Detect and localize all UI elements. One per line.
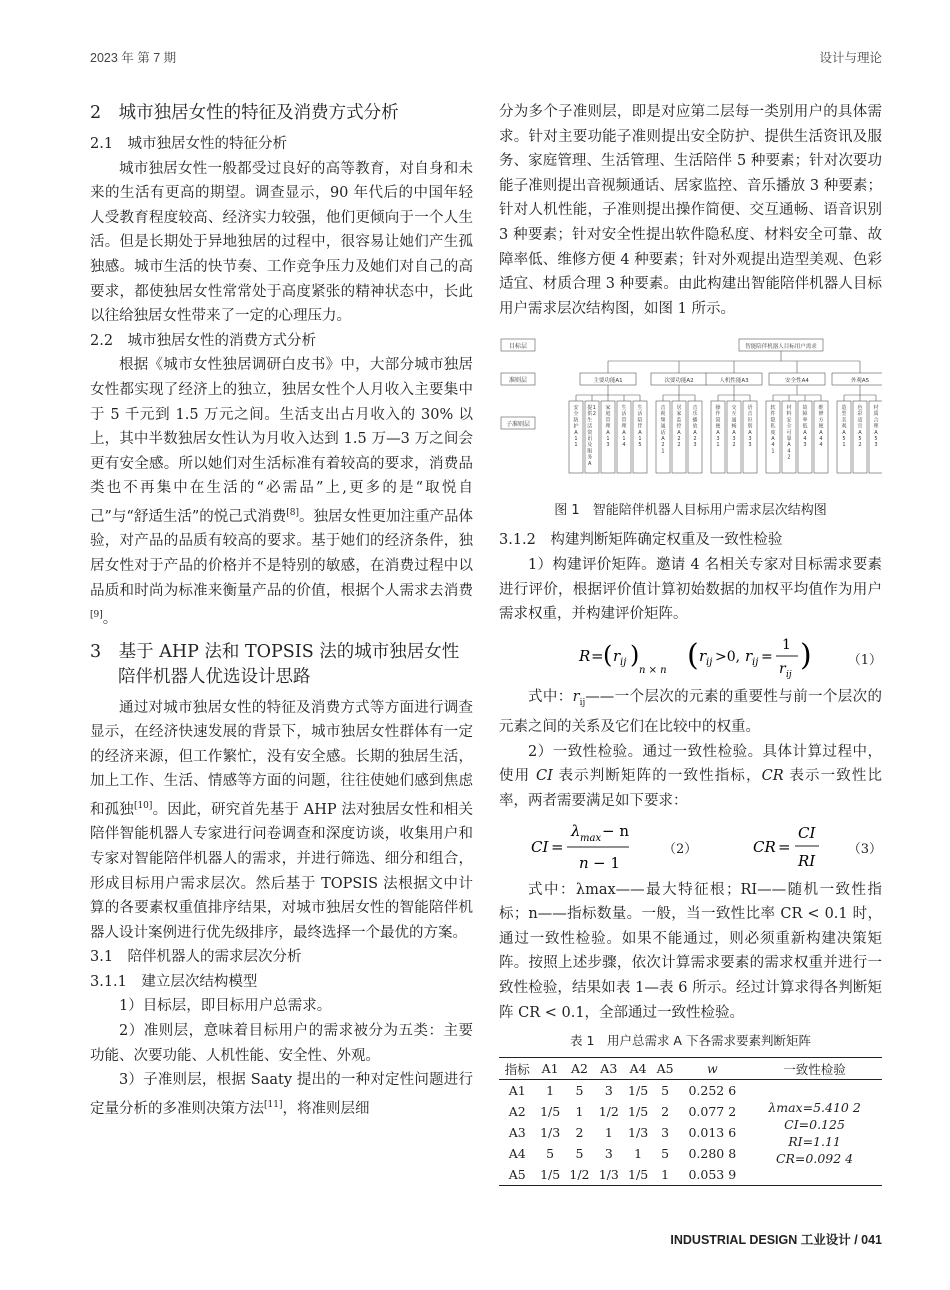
table-cell: 5 (661, 1146, 670, 1162)
para-3-1-1-a: 1）目标层，即目标用户总需求。 (119, 998, 332, 1015)
table-cell: 3 (604, 1083, 613, 1099)
table-cell: 1/5 (540, 1167, 561, 1183)
table-header-cell: A5 (656, 1061, 674, 1077)
svg-text:max: max (580, 832, 602, 844)
table-cell: 5 (575, 1146, 584, 1162)
sub-criterion-label: 材质合理 A 5 3 (873, 405, 879, 449)
table-cell: 3 (604, 1146, 613, 1162)
ref-11: [11] (264, 1099, 283, 1110)
svg-text:R: R (579, 646, 591, 665)
para-3-1-1-c: 3）子准则层，根据 Saaty 提出的一种对定性问题进行定量分析的多准则决策方法[11]，将准则层细 (90, 1072, 473, 1117)
ref-8: [8] (286, 507, 299, 518)
svg-text:CR: CR (753, 837, 776, 856)
section-3-1-2-title: 3.1.2 构建判断矩阵确定权重及一致性检验 (499, 532, 783, 549)
svg-text:=: = (761, 648, 773, 665)
section-3-title: 3 基于 AHP 法和 TOPSIS 法的城市独居女性陪伴机器人优选设计思路 (90, 641, 460, 687)
sub-criterion-label: 交互通畅 A 3 2 (731, 405, 737, 449)
para-3: 通过对城市独居女性的特征及消费方式等方面进行调查显示，在经济快速发展的背景下，城市独居女性群体有一定的经济来源，但工作繁忙，没有安全感。长期的独居生活，加上工作、生活、情感等方面的问题，往往使她们感到焦虑和孤独[10]。因此，研究首先基于 AHP 法对独居女性和相关陪伴智能机器人专家进行问卷调查和深度访谈，收集用户和专家对智能陪伴机器人的需求，并进行筛选、细分和组合，形成目标用户需求层次。然后基于 TOPSIS 法根据文中计算的各要素权重值排序结果，对城市独居女性的智能陪伴机器人设计案例进行优先级排序，最终选择一个最优的方案。 (90, 699, 474, 941)
table-cell: 0.013 6 (688, 1125, 737, 1141)
eq3-number: （3） (847, 841, 882, 857)
svg-text:r: r (699, 646, 707, 665)
table-header-cell: 一致性检验 (783, 1061, 846, 1077)
svg-text:− 1: − 1 (593, 853, 620, 872)
table-cell: 1/5 (628, 1167, 649, 1183)
equations-2-3 (499, 814, 882, 878)
table-cell: 5 (575, 1083, 584, 1099)
svg-text:CI: CI (531, 837, 549, 856)
svg-text:1: 1 (782, 636, 791, 653)
sub-criterion-label: 提供生活资讯及服务 A1 2 (587, 405, 596, 468)
ref-9: [9] (90, 610, 103, 621)
svg-text:ij: ij (620, 656, 627, 668)
table-cell: 5 (546, 1146, 555, 1162)
table-cell: 2 (661, 1104, 670, 1120)
journal-issue: 2023 年 第 7 期 (90, 51, 177, 65)
table-cell: A3 (508, 1125, 526, 1141)
criterion-label: 安全性A4 (785, 378, 809, 385)
svg-text:RI: RI (798, 851, 816, 870)
table-cell: 1/2 (569, 1167, 590, 1183)
para-2-1: 城市独居女性一般都受过良好的高等教育，对自身和未来的生活有更高的期望。调查显示，90 年代后的中国年轻人受教育程度较高、经济实力较强，他们更倾向于一个人生活。但是长期处于异地独居的过程中，很容易让她们产生孤独感。城市生活的快节奏、工作竞争压力及她们对自己的高要求，都使独居女性常常处于高度紧张的精神状态中，长此以往给独居女性带来了一定的心理压力。 (90, 160, 473, 325)
sub-criterion-label: 音视频通话 A 2 1 (660, 405, 666, 455)
table-cell: 1/5 (628, 1104, 649, 1120)
figure-caption: 图 1 智能陪伴机器人目标用户需求层次结构图 (554, 503, 827, 519)
svg-text:=: = (551, 837, 564, 856)
level-label: 准则层 (508, 377, 528, 385)
table-cell: A4 (508, 1146, 526, 1162)
svg-text:− n: − n (602, 821, 629, 840)
sub-criterion-label: 材料安全可靠 A 4 2 (786, 405, 792, 461)
consistency-check-cell: λmax=5.410 2 CI=0.125 RI=1.11 CR=0.092 4 (768, 1099, 861, 1166)
section-2-2-title: 2.2 城市独居女性的消费方式分析 (90, 332, 317, 349)
svg-text:r: r (745, 646, 753, 665)
para-continue: 分为多个子准则层，即是对应第二层每一类别用户的具体需求。针对主要功能子准则提出安全防护、提供生活资讯及服务、家庭管理、生活管理、生活陪伴 5 种要素；针对次要功能子准则提出音视频通话、居家监控、音乐播放 3 种要素；针对人机性能，子准则提出操作简便、交互通畅、语音识别 3 种要素；针对安全性提出软件隐私度、材料安全可靠、故障率低、维修方便 4 种要素；针对外观提出造型美观、色彩适宜、材质合理 3 种要素。由此构建出智能陪伴机器人目标用户需求层次结构图，如图 1 所示。 (499, 104, 882, 317)
hierarchy-diagram (499, 333, 882, 493)
svg-text:=: = (591, 646, 604, 665)
sub-criterion-label: 居家监控 A 2 2 (676, 405, 682, 449)
table-cell: 1/3 (598, 1167, 619, 1183)
criterion-label: 人机性能A3 (719, 378, 749, 385)
table-cell: A2 (508, 1104, 526, 1120)
table-cell: 1/5 (628, 1083, 649, 1099)
eq1-number: （1） (847, 652, 882, 668)
svg-text:ij: ij (706, 656, 713, 668)
svg-text:=: = (778, 837, 791, 856)
table-cell: 1 (661, 1167, 670, 1183)
section-label: 设计与理论 (819, 51, 882, 65)
sub-criterion-label: 音乐播放 A 2 3 (692, 405, 698, 449)
section-2-1-title: 2.1 城市独居女性的特征分析 (90, 136, 288, 152)
table-header-cell: 指标 (504, 1061, 530, 1077)
svg-text:r: r (779, 660, 786, 677)
svg-text:): ) (630, 640, 640, 669)
judgment-matrix-table (499, 1057, 882, 1186)
sub-criterion-label: 软件隐私度 A 4 1 (770, 405, 776, 455)
table-cell: 3 (661, 1125, 670, 1141)
table-header-cell: A1 (541, 1061, 559, 1077)
svg-text:n × n: n × n (639, 664, 667, 676)
eq2-number: （2） (663, 841, 698, 857)
hierarchy-figure (499, 333, 882, 493)
para-3-1-2-b: 2）一致性检验。通过一致性检验。具体计算过程中，使用 CI 表示判断矩阵的一致性指标，CR 表示一致性比率，两者需要满足如下要求： (499, 743, 883, 809)
page-footer: INDUSTRIAL DESIGN 工业设计 / 041 (670, 1233, 882, 1247)
equation-1 (499, 627, 882, 685)
level-label: 子准则层 (505, 421, 531, 429)
para-2-2: 根据《城市女性独居调研白皮书》中，大部分城市独居女性都实现了经济上的独立，独居女性个人月收入主要集中于 5 千元到 1.5 万元之间。生活支出占月收入的 30% 以上，其中半数独居女性认为月收入达到 1.5 万—3 万之间会更有安全感。所以她们对生活标准有着较高的要求，消费品类也不再集中在生活的“必需品”上,更多的是“取悦自己”与“舒适生活”的悦己式消费[8]。独居女性更加注重产品体验，对产品的品质有较高的要求。基于她们的经济条件，独居女性对于产品的价格并不是特别的敏感，在消费过程中以品质和时尚为标准来衡量产品的价值，根据个人需求去消费[9]。 (90, 357, 473, 627)
criterion-label: 次要功能A2 (664, 378, 694, 385)
svg-text:(: ( (603, 640, 613, 669)
table-cell: 0.053 9 (688, 1167, 737, 1183)
ref-10: [10] (133, 800, 153, 811)
table-cell: 1/3 (540, 1125, 561, 1141)
svg-text:λ: λ (571, 821, 581, 840)
svg-text:r: r (613, 646, 621, 665)
sub-criterion-label: 安全防护 A 1 1 (573, 405, 579, 449)
table-header-cell: A3 (600, 1061, 618, 1077)
sub-criterion-label: 造型美观 A 5 1 (841, 405, 847, 449)
level-label: 目标层 (508, 343, 528, 351)
para-3-1-2-a: 1）构建评价矩阵。邀请 4 名相关专家对目标需求要素进行评价，根据评价值计算初始数据的加权平均值作为用户需求权重，并构建评价矩阵。 (499, 556, 882, 623)
table-header-cell: w (706, 1061, 718, 1077)
table-cell: 1 (546, 1083, 555, 1099)
table-cell: 0.252 6 (688, 1083, 737, 1099)
goal-label: 智能陪伴机器人目标用户需求 (745, 344, 817, 351)
sub-criterion-label: 生活陪伴 A 1 5 (637, 405, 643, 449)
table-caption: 表 1 用户总需求 A 下各需求要素判断矩阵 (570, 1033, 811, 1049)
sub-criterion-label: 语音识别 A 3 3 (747, 405, 753, 449)
table-cell: A1 (508, 1083, 526, 1099)
table-cell: A5 (508, 1167, 526, 1183)
sub-criterion-label: 生活管理 A 1 4 (621, 405, 627, 449)
svg-text:ij: ij (752, 656, 759, 668)
svg-text:n: n (579, 853, 589, 872)
sub-criterion-label: 故障率低 A 4 3 (802, 405, 808, 449)
table-cell: 1 (575, 1104, 584, 1120)
table-cell: 1/5 (540, 1104, 561, 1120)
svg-text:ij: ij (786, 669, 792, 680)
eq-note-2: 式中：λmax——最大特征根；RI——随机一致性指标；n——指标数量。一般，当一致性比率 CR < 0.1 时，通过一致性检验。如果不能通过，则必须重新构建决策矩阵。按照上述步骤，依次计算需求要素的需求权重并进行一致性检验，结果如表 1—表 6 所示。经过计算求得各判断矩阵 CR < 0.1，全部通过一致性检验。 (499, 881, 882, 1021)
section-2-title: 2 城市独居女性的特征及消费方式分析 (90, 103, 399, 123)
svg-text:): ) (800, 637, 812, 673)
criterion-label: 外观A5 (850, 378, 870, 385)
sub-criterion-label: 家庭管理 A 1 3 (605, 405, 611, 449)
left-column (90, 100, 473, 1121)
criterion-label: 主要功能A1 (593, 378, 623, 385)
section-3-1-1-title: 3.1.1 建立层次结构模型 (90, 973, 258, 990)
table-cell: 1/2 (598, 1104, 619, 1120)
svg-text:(: ( (687, 637, 699, 673)
sub-criterion-label: 操作简便 A 3 1 (715, 405, 721, 449)
sub-criterion-label: 维修方便 A 4 4 (818, 405, 824, 449)
para-3-1-1-b: 2）准则层，意味着目标用户的需求被分为五类：主要功能、次要功能、人机性能、安全性、外观。 (90, 1023, 473, 1064)
section-3-1-title: 3.1 陪伴机器人的需求层次分析 (90, 949, 302, 966)
table-cell: 1/3 (628, 1125, 649, 1141)
sub-criterion-label: 色彩适宜 A 5 2 (857, 405, 863, 449)
right-column (499, 100, 882, 1186)
table-row (499, 1080, 882, 1102)
table-header-cell: A4 (629, 1061, 647, 1077)
table-header-row (499, 1058, 882, 1080)
table-cell: 1 (604, 1125, 613, 1141)
svg-text:>0,: >0, (715, 648, 741, 665)
table-cell: 0.077 2 (688, 1104, 737, 1120)
table-cell: 1 (634, 1146, 643, 1162)
eq1-note: 式中：$r_{ij}——$一个层次的元素的重要性与前一个层次的元素之间的关系及它们在比较中的权重。 (499, 688, 883, 736)
table-cell: 2 (575, 1125, 584, 1141)
table-cell: 5 (661, 1083, 670, 1099)
table-header-cell: A2 (570, 1061, 588, 1077)
table-cell: 0.280 8 (688, 1146, 737, 1162)
svg-text:CI: CI (798, 823, 816, 842)
